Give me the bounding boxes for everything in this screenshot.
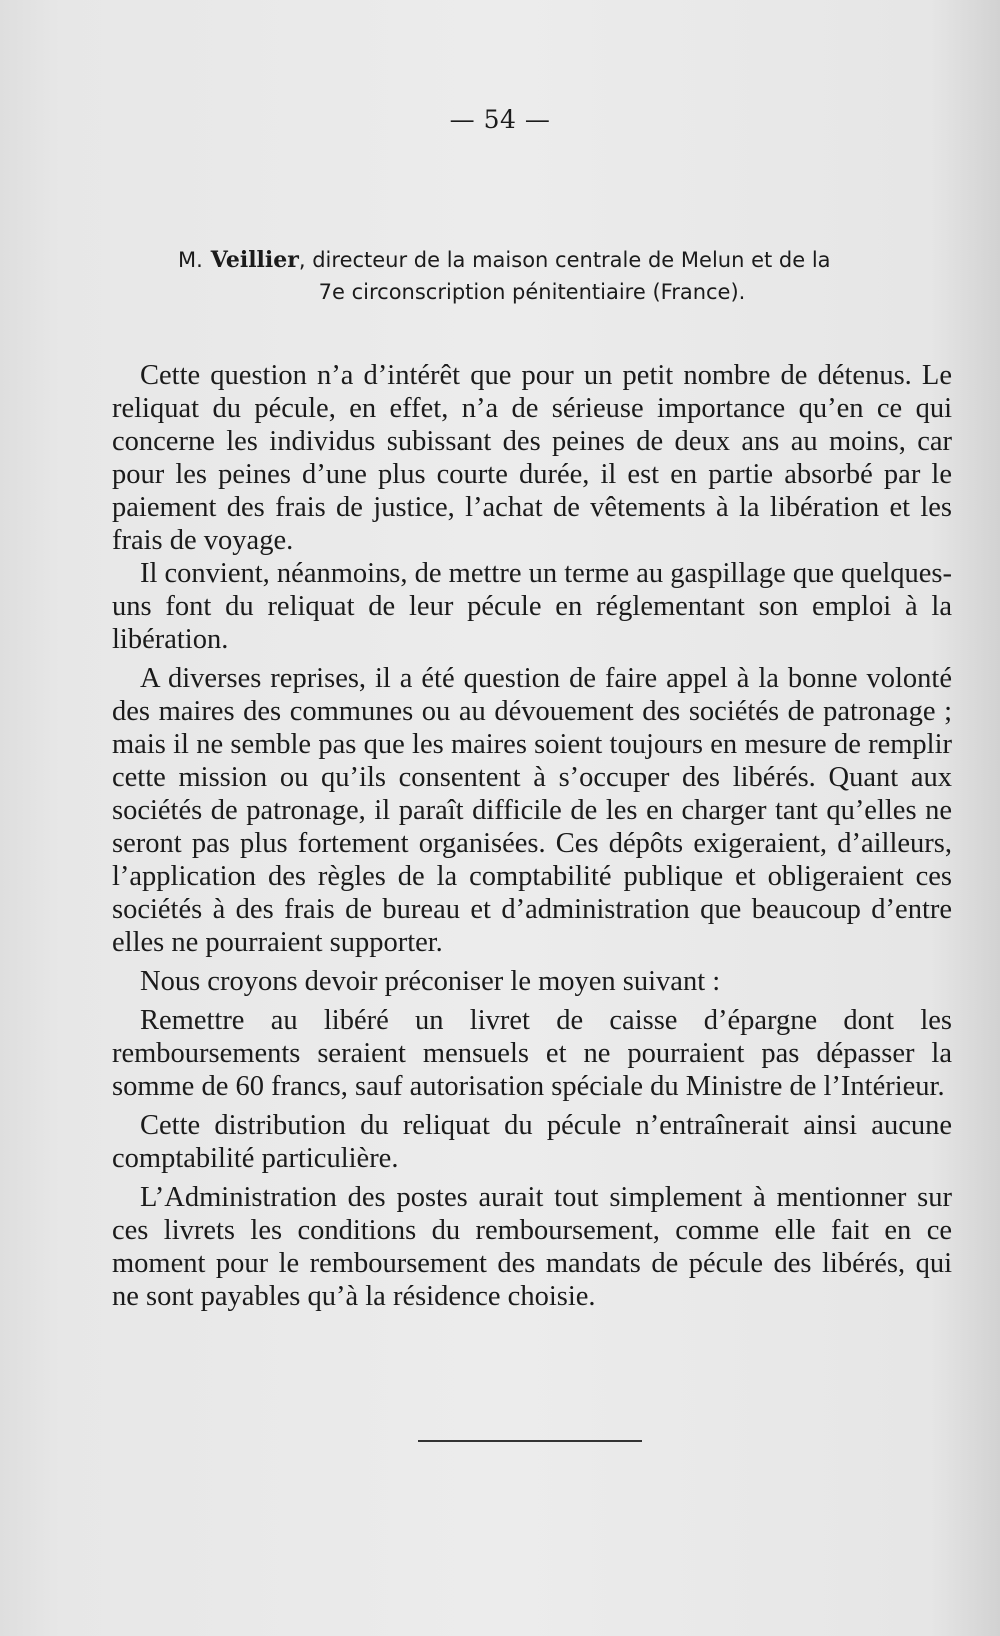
paragraph-5: Remettre au libéré un livret de caisse d’épargne dont les remboursements seraient mensuels et ne pourraient pas dépasser la somme de 60 francs, sauf autorisation spéciale du Ministre de l’Intérieur. [112,1005,952,1102]
author-role-line-1: , directeur de la maison centrale de Melun et de la [298,248,831,272]
body-text [112,359,952,1313]
paragraph-7: L’Administration des postes aurait tout simplement à mentionner sur ces livrets les conditions du remboursement, comme elle fait en ce moment pour le remboursement des mandats de pécule des libérés, qui ne sont payables qu’à la résidence choisie. [112,1182,952,1312]
paragraph-1: Cette question n’a d’intérêt que pour un petit nombre de détenus. Le reliquat du pécule, en effet, n’a de sérieuse importance qu’en ce qui concerne les individus subissant des peines de deux ans au moins, car pour les peines d’une plus courte durée, il est en partie absorbé par le paiement des frais de justice, l’achat de vêtements à la libération et les frais de voyage. [112,360,952,556]
paragraph-3: A diverses reprises, il a été question de faire appel à la bonne volonté des maires des communes ou au dévouement des sociétés de patronage ; mais il ne semble pas que les maires soient toujours en mesure de remplir cette mission ou qu’ils consentent à s’occuper des libérés. Quant aux sociétés de patronage, il paraît difficile de les en charger tant qu’elles ne seront pas plus fortement organisées. Ces dépôts exigeraient, d’ailleurs, l’application des règles de la comptabilité publique et obligeraient ces sociétés à des frais de bureau et d’administration que beaucoup d’entre elles ne pourraient supporter. [112,663,952,958]
author-prefix: M. [178,248,203,272]
page-number: — 54 — [449,105,551,134]
author-heading [178,244,898,308]
author-name: Veillier [210,247,299,273]
author-role-line-2: 7e circonscription pénitentiaire (France). [318,280,746,304]
end-rule [418,1440,642,1442]
paragraph-2: Il convient, néanmoins, de mettre un terme au gaspillage que quelques-uns font du reliquat de leur pécule en réglementant son emploi à la libération. [112,558,952,655]
paragraph-6: Cette distribution du reliquat du pécule n’entraînerait ainsi aucune comptabilité particulière. [112,1110,952,1174]
paragraph-4: Nous croyons devoir préconiser le moyen suivant : [140,966,721,997]
